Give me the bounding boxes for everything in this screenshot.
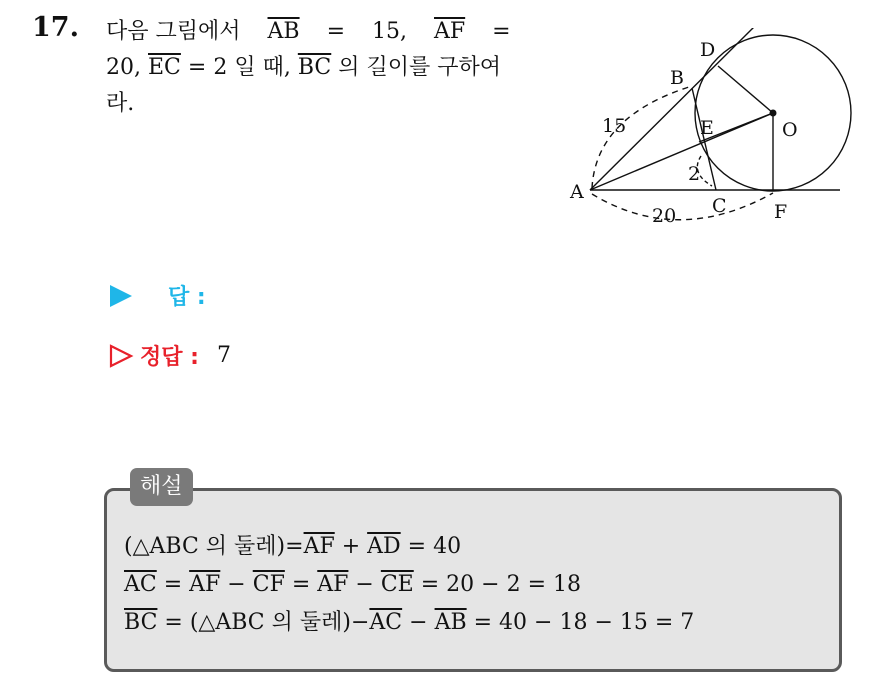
solution-line-2: [124, 566, 694, 604]
sol2-m2: −: [348, 572, 381, 597]
question-text: [106, 14, 546, 122]
label-d: D: [700, 39, 716, 61]
question-line-2: [106, 50, 546, 86]
sol3-ab: $\overline{AB}$: [434, 610, 467, 635]
segment-ec: $\overline{EC}$: [148, 55, 181, 80]
correct-answer-row: [108, 340, 231, 371]
question-line-1: [106, 14, 546, 50]
sol2-m1: −: [220, 572, 253, 597]
label-e: E: [700, 117, 714, 139]
solution-text: [124, 528, 694, 642]
sol2-af: $\overline{AF}$: [189, 572, 221, 597]
label-length-af: 20: [652, 205, 677, 227]
label-length-ab: 15: [602, 115, 627, 137]
sol2-af2: $\overline{AF}$: [317, 572, 349, 597]
solution-line-1: [124, 528, 694, 566]
sol1-plus: +: [334, 534, 368, 559]
label-b: B: [670, 67, 684, 89]
q-eq2: =: [492, 19, 511, 44]
sol3-ac: $\overline{AC}$: [369, 610, 403, 635]
segment-bc: $\overline{BC}$: [297, 55, 332, 80]
q-prefix: 다음 그림에서: [106, 19, 241, 44]
sol2-cf: $\overline{CF}$: [252, 572, 285, 597]
sol2-rest: = 20 − 2 = 18: [413, 572, 581, 597]
q-eq1: =: [326, 19, 346, 44]
question-line-3: 라.: [106, 91, 135, 116]
sol3-rest: = 40 − 18 − 15 = 7: [466, 610, 695, 635]
answer-row: [108, 280, 206, 311]
line-od: [718, 66, 773, 113]
label-c: C: [712, 195, 727, 217]
sol2-e2: =: [284, 572, 318, 597]
segment-af: $\overline{AF}$: [434, 19, 466, 44]
label-o: O: [782, 119, 798, 141]
correct-answer-value: 7: [216, 343, 231, 368]
segment-ab: $\overline{AB}$: [267, 19, 300, 44]
solution-line-3: [124, 604, 694, 642]
label-f: F: [774, 201, 788, 223]
geometry-figure: [568, 28, 858, 228]
question-number: 17.: [32, 12, 79, 43]
sol3-part-a: = (△ABC 의 둘레)−: [157, 610, 370, 635]
outline-triangle-icon: [108, 343, 134, 369]
q-v15: 15,: [372, 19, 408, 44]
solution-tag: 해설: [130, 468, 193, 506]
correct-answer-label: 정답 :: [140, 345, 199, 370]
arc-af-dashed: [592, 193, 773, 220]
play-triangle-icon: [108, 283, 134, 309]
sol1-rest: = 40: [400, 534, 462, 559]
sol1-af: $\overline{AF}$: [303, 534, 335, 559]
sol3-bc: $\overline{BC}$: [124, 610, 158, 635]
sol1-part-a: (△ABC 의 둘레)=: [124, 534, 304, 559]
center-point-o: [770, 110, 777, 117]
sol2-ce: $\overline{CE}$: [380, 572, 414, 597]
q-v20: 20,: [106, 55, 141, 80]
q-rest1: = 2 일 때,: [187, 55, 291, 80]
sol2-e1: =: [156, 572, 190, 597]
q-rest2: 의 길이를 구하여: [338, 55, 502, 80]
answer-label: 답 :: [168, 285, 206, 310]
sol2-ac: $\overline{AC}$: [124, 572, 157, 597]
sol1-ad: $\overline{AD}$: [367, 534, 401, 559]
label-a: A: [570, 181, 584, 203]
line-ad: [590, 28, 758, 190]
label-length-ec: 2: [688, 163, 701, 185]
sol3-m: −: [402, 610, 435, 635]
